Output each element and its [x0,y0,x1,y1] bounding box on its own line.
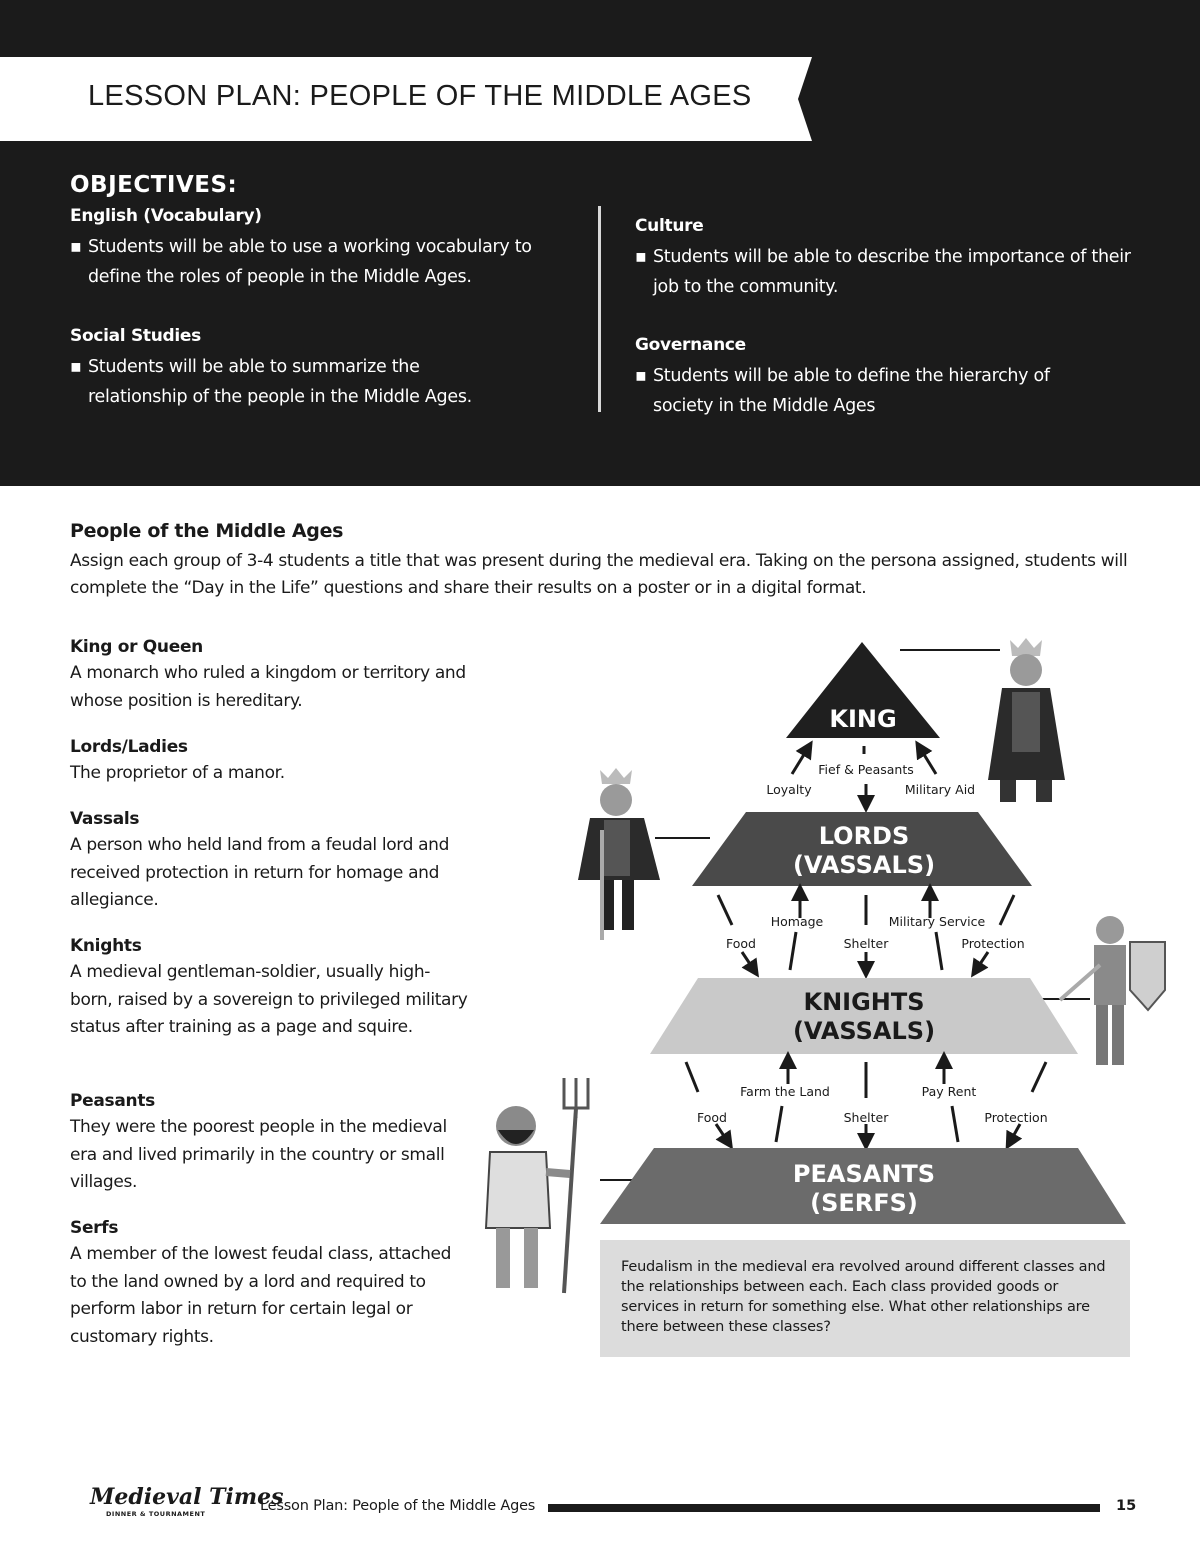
definition-term: Vassals [70,809,140,829]
objective-text: Students will be able to use a working vocabulary to define the roles of people in the Middle Ages. [88,237,532,287]
tier-king-label: KING [829,705,897,733]
objectives-divider [598,206,601,412]
tier-peasants-label-line2: (SERFS) [810,1189,918,1217]
objective-social-studies [70,326,510,412]
discussion-question-box: Feudalism in the medieval era revolved around different classes and the relationships between each. Each class provided goods or services in return for something else. What other relationships are there between these classes? [600,1240,1130,1357]
label-shelter: Shelter [843,936,889,951]
label-military-aid: Military Aid [904,782,976,797]
definition-king-or-queen [70,634,470,715]
svg-text:Medieval Times: Medieval Times [90,1484,284,1510]
objective-text: Students will be able to summarize the relationship of the people in the Middle Ages. [88,357,472,407]
page-number: 15 [1116,1498,1137,1514]
definition-text: A person who held land from a feudal lord and received protection in return for homage and allegiance. [70,835,450,910]
definition-text: The proprietor of a manor. [70,763,285,783]
objective-title: English (Vocabulary) [70,206,262,226]
definition-term: King or Queen [70,637,203,657]
label-food: Food [726,936,756,951]
label-pay-rent: Pay Rent [921,1084,977,1099]
objective-culture [635,216,1135,302]
objectives-heading: OBJECTIVES: [70,172,238,198]
footer-rule [548,1504,1100,1512]
objective-title: Social Studies [70,326,201,346]
bullet-icon: ▪ [70,237,82,257]
definition-knights [70,933,470,1042]
definition-peasants [70,1088,470,1197]
objective-title: Governance [635,335,746,355]
svg-text:DINNER & TOURNAMENT: DINNER & TOURNAMENT [106,1510,206,1518]
label-farm-the-land: Farm the Land [740,1084,830,1099]
label-protection: Protection [961,936,1025,951]
label-military-service: Military Service [888,914,986,929]
objective-text: Students will be able to describe the importance of their job to the community. [653,247,1131,297]
definition-text: A medieval gentleman-soldier, usually high-born, raised by a sovereign to privileged military status after training as a page and squire. [70,962,468,1037]
tier-peasants-label-line1: PEASANTS [792,1160,936,1188]
bullet-icon: ▪ [635,366,647,386]
tier-knights-label-line2: (VASSALS) [792,1017,936,1045]
bullet-icon: ▪ [70,357,82,377]
definition-vassals [70,806,470,915]
definition-lords-ladies [70,734,470,788]
definition-term: Knights [70,936,142,956]
page-title: LESSON PLAN: PEOPLE OF THE MIDDLE AGES [88,80,752,112]
label-loyalty: Loyalty [766,782,812,797]
feudal-pyramid-diagram [560,630,1180,1230]
definition-term: Lords/Ladies [70,737,188,757]
label-homage: Homage [770,914,824,929]
bullet-icon: ▪ [635,247,647,267]
peasant-illustration [468,1078,618,1293]
definition-text: A monarch who ruled a kingdom or territory and whose position is hereditary. [70,663,466,711]
tier-lords-label-line2: (VASSALS) [792,851,936,879]
section-title: People of the Middle Ages [70,520,344,542]
definition-text: They were the poorest people in the medieval era and lived primarily in the country or small villages. [70,1117,447,1192]
label-food: Food [697,1110,727,1125]
definition-term: Peasants [70,1091,155,1111]
lord-figure [578,768,710,940]
objective-governance [635,335,1105,421]
label-fief-peasants: Fief & Peasants [818,762,914,777]
label-protection: Protection [984,1110,1048,1125]
label-shelter: Shelter [843,1110,889,1125]
objective-title: Culture [635,216,704,236]
definition-serfs [70,1215,470,1351]
tier-knights-label-line1: KNIGHTS [803,988,925,1016]
medieval-times-logo [88,1480,284,1520]
definition-text: A member of the lowest feudal class, attached to the land owned by a lord and required to perform labor in return for certain legal or customary rights. [70,1244,452,1347]
objective-english [70,206,570,292]
footer-title: Lesson Plan: People of the Middle Ages [260,1498,536,1514]
section-intro: Assign each group of 3-4 students a title that was present during the medieval era. Taking on the persona assigned, students will complete the “Day in the Life” questions and share their results on a poster or in a digital format. [70,551,1128,598]
definition-term: Serfs [70,1218,119,1238]
objective-text: Students will be able to define the hierarchy of society in the Middle Ages [653,366,1050,416]
tier-lords-label-line1: LORDS [818,822,910,850]
